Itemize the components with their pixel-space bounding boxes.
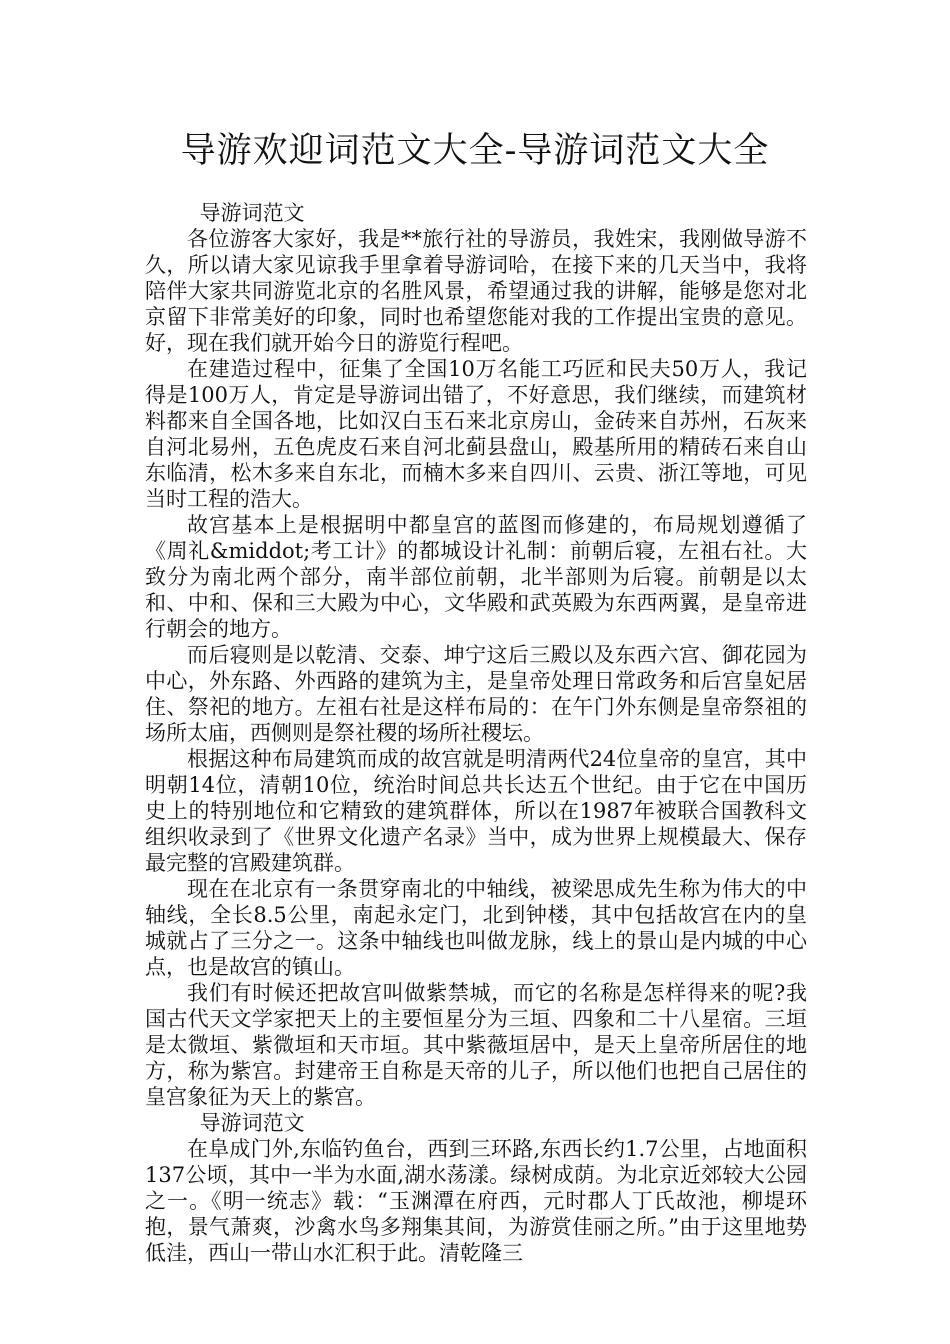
document-body xyxy=(145,200,807,1266)
section-heading: 导游词范文 xyxy=(199,1111,305,1135)
section-heading: 导游词范文 xyxy=(199,201,305,225)
paragraph: 各位游客大家好，我是**旅行社的导游员，我姓宋，我刚做导游不久，所以请大家见谅我手里拿着导游词哈，在接下来的几天当中，我将陪伴大家共同游览北京的名胜风景，希望通过我的讲解，能够是您对北京留下非常美好的印象，同时也希望您能对我的工作提出宝贵的意见。好，现在我们就开始今日的游览行程吧。 xyxy=(145,227,807,355)
paragraph: 在阜成门外,东临钓鱼台，西到三环路,东西长约1.7公里，占地面积 137公顷，其中一半为水面,湖水荡漾。绿树成荫。为北京近郊较大公园之一。《明一统志》载：“玉渊潭在府西，元时郡人丁氏故池，柳堤环抱，景气萧爽，沙禽水鸟多翔集其间，为游赏佳丽之所。”由于这里地势低洼，西山一带山水汇积于此。清乾隆三 xyxy=(145,1137,807,1265)
paragraph: 而后寝则是以乾清、交泰、坤宁这后三殿以及东西六宫、御花园为中心，外东路、外西路的建筑为主，是皇帝处理日常政务和后宫皇妃居住、祭祀的地方。左祖右社是这样布局的：在午门外东侧是皇帝祭祖的场所太庙，西侧则是祭社稷的场所社稷坛。 xyxy=(145,643,807,745)
paragraph: 现在在北京有一条贯穿南北的中轴线，被梁思成先生称为伟大的中轴线，全长8.5公里，南起永定门，北到钟楼，其中包括故宫在内的皇城就占了三分之一。这条中轴线也叫做龙脉，线上的景山是内城的中心点，也是故宫的镇山。 xyxy=(145,877,807,979)
paragraph: 故宫基本上是根据明中都皇宫的蓝图而修建的，布局规划遵循了《周礼&middot;考工计》的都城设计礼制：前朝后寝，左祖右社。大致分为南北两个部分，南半部位前朝，北半部则为后寝。前朝是以太和、中和、保和三大殿为中心，文华殿和武英殿为东西两翼，是皇帝进行朝会的地方。 xyxy=(145,513,807,641)
paragraph: 根据这种布局建筑而成的故宫就是明清两代24位皇帝的皇宫，其中明朝14位，清朝10位，统治时间总共长达五个世纪。由于它在中国历史上的特别地位和它精致的建筑群体，所以在1987年被联合国教科文组织收录到了《世界文化遗产名录》当中，成为世界上规模最大、保存最完整的宫殿建筑群。 xyxy=(145,747,807,875)
document-title: 导游欢迎词范文大全-导游词范文大全 xyxy=(180,131,770,171)
paragraph: 在建造过程中，征集了全国10万名能工巧匠和民夫50万人，我记得是100万人，肯定是导游词出错了，不好意思，我们继续，而建筑材料都来自全国各地，比如汉白玉石来北京房山，金砖来自苏州，石灰来自河北易州，五色虎皮石来自河北蓟县盘山，殿基所用的精砖石来自山东临清，松木多来自东北，而楠木多来自四川、云贵、浙江等地，可见当时工程的浩大。 xyxy=(145,357,807,511)
paragraph: 我们有时候还把故宫叫做紫禁城，而它的名称是怎样得来的呢?我国古代天文学家把天上的主要恒星分为三垣、四象和二十八星宿。三垣是太微垣、紫微垣和天市垣。其中紫薇垣居中，是天上皇帝所居住的地方，称为紫宫。封建帝王自称是天帝的儿子，所以他们也把自己居住的皇宫象征为天上的紫宫。 xyxy=(145,981,807,1109)
